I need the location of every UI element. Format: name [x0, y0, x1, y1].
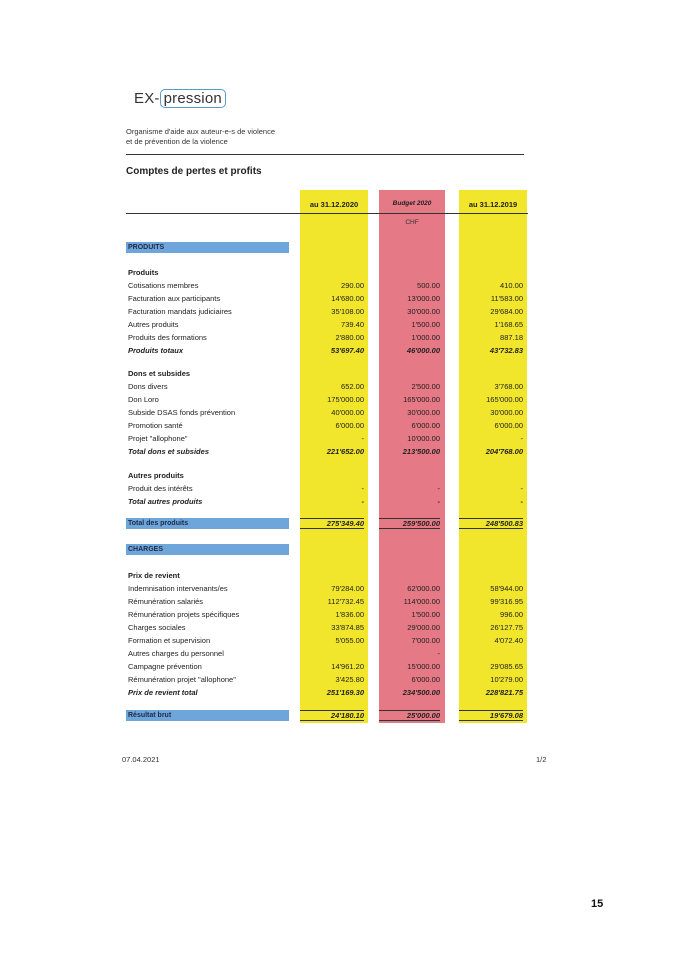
value-2019: - — [520, 497, 523, 506]
row-label: Promotion santé — [128, 421, 183, 430]
value-2019: - — [520, 484, 523, 493]
column-header-2019: au 31.12.2019 — [468, 200, 518, 209]
row-label: Don Loro — [128, 395, 159, 404]
row-label: Formation et supervision — [128, 636, 211, 645]
value-2020: 112'732.45 — [327, 597, 364, 606]
column-header-budget-2020: Budget 2020 — [392, 200, 432, 207]
table-row — [0, 294, 684, 306]
value-2019: 30'000.00 — [490, 408, 523, 417]
value-2019: 165'000.00 — [486, 395, 523, 404]
section-bar-total-produits: Total des produits — [126, 518, 289, 529]
row-label: Dons et subsides — [128, 369, 191, 378]
value-budget-2020: 234'500.00 — [402, 688, 440, 697]
table-row — [0, 623, 684, 635]
value-2019: 1'168.65 — [494, 320, 523, 329]
value-2020: 175'000.00 — [327, 395, 364, 404]
value-2020: 5'055.00 — [335, 636, 364, 645]
row-label: Cotisations membres — [128, 281, 199, 290]
value-2020: 251'169.30 — [326, 688, 364, 697]
value-2020: 739.40 — [341, 320, 364, 329]
header-divider — [126, 154, 524, 155]
value-2020: 290.00 — [341, 281, 364, 290]
value-2020: 221'652.00 — [326, 447, 364, 456]
row-label: Facturation mandats judiciaires — [128, 307, 232, 316]
value-budget-2020: 6'000.00 — [411, 675, 440, 684]
value-2020: 14'961.20 — [331, 662, 364, 671]
value-budget-2020: 114'000.00 — [403, 597, 440, 606]
total-row — [0, 447, 684, 459]
footer-page-indicator: 1/2 — [536, 755, 547, 764]
total-produits-2019: 248'500.83 — [459, 518, 523, 529]
value-2019: 58'944.00 — [490, 584, 523, 593]
value-budget-2020: 30'000.00 — [407, 307, 440, 316]
table-header-rule — [126, 213, 528, 214]
value-2020: 6'000.00 — [335, 421, 364, 430]
resultat-brut-2020: 24'180.10 — [300, 710, 364, 721]
row-label: Autres produits — [128, 471, 184, 480]
row-label: Rémunération salariés — [128, 597, 204, 606]
value-budget-2020: 10'000.00 — [407, 434, 440, 443]
section-bar-charges: CHARGES — [126, 544, 289, 555]
value-budget-2020: 165'000.00 — [403, 395, 440, 404]
resultat-brut-budget-2020: 25'000.00 — [379, 710, 440, 721]
section-heading — [0, 268, 684, 280]
table-row — [0, 662, 684, 674]
resultat-brut-values — [0, 710, 684, 722]
currency-label: CHF — [405, 219, 419, 226]
organization-subtitle — [126, 127, 275, 147]
value-budget-2020: 2'500.00 — [411, 382, 440, 391]
value-budget-2020: 15'000.00 — [407, 662, 440, 671]
value-2020: - — [361, 497, 364, 506]
table-row — [0, 597, 684, 609]
value-2020: - — [361, 484, 364, 493]
value-2019: 410.00 — [500, 281, 523, 290]
row-label: Dons divers — [128, 382, 168, 391]
value-2019: 29'085.65 — [490, 662, 523, 671]
table-row — [0, 320, 684, 332]
value-2020: 53'697.40 — [330, 346, 364, 355]
section-bar-produits: PRODUITS — [126, 242, 289, 253]
value-2019: 11'583.00 — [490, 294, 523, 303]
table-row — [0, 649, 684, 661]
value-budget-2020: 213'500.00 — [402, 447, 440, 456]
value-2019: 99'316.95 — [490, 597, 523, 606]
table-row — [0, 584, 684, 596]
row-label: Total dons et subsides — [128, 447, 209, 456]
subtitle-line-1: Organisme d'aide aux auteur-e-s de violence — [126, 127, 276, 136]
row-label: Produit des intérêts — [128, 484, 193, 493]
value-2020: 33'874.85 — [331, 623, 364, 632]
value-2020: 79'284.00 — [331, 584, 364, 593]
row-label: Prix de revient — [128, 571, 180, 580]
value-2019: 204'768.00 — [485, 447, 523, 456]
value-2019: 43'732.83 — [489, 346, 523, 355]
total-produits-budget-2020: 259'500.00 — [379, 518, 440, 529]
table-row — [0, 484, 684, 496]
value-budget-2020: 1'500.00 — [411, 320, 440, 329]
organization-logo — [134, 90, 226, 107]
value-2019: 4'072.40 — [494, 636, 523, 645]
total-row — [0, 688, 684, 700]
section-heading — [0, 571, 684, 583]
value-2020: 652.00 — [341, 382, 364, 391]
table-row — [0, 333, 684, 345]
subtitle-line-2: et de prévention de la violence — [126, 137, 228, 146]
table-row — [0, 434, 684, 446]
value-2020: 14'680.00 — [331, 294, 364, 303]
value-2020: 40'000.00 — [331, 408, 364, 417]
value-budget-2020: - — [437, 484, 440, 493]
value-2020: 2'880.00 — [335, 333, 364, 342]
value-budget-2020: 30'000.00 — [407, 408, 440, 417]
value-2020: - — [361, 434, 364, 443]
value-budget-2020: 62'000.00 — [407, 584, 440, 593]
table-row — [0, 610, 684, 622]
value-budget-2020: 1'000.00 — [411, 333, 440, 342]
total-row — [0, 497, 684, 509]
row-label: Total autres produits — [128, 497, 203, 506]
table-row — [0, 421, 684, 433]
logo-text-boxed: pression — [160, 89, 226, 108]
table-row — [0, 382, 684, 394]
value-2019: 3'768.00 — [494, 382, 523, 391]
row-label: Produits — [128, 268, 159, 277]
value-budget-2020: - — [437, 497, 440, 506]
value-2020: 1'836.00 — [335, 610, 364, 619]
row-label: Facturation aux participants — [128, 294, 221, 303]
section-heading — [0, 369, 684, 381]
value-2019: 26'127.75 — [490, 623, 523, 632]
value-budget-2020: 29'000.00 — [407, 623, 440, 632]
total-produits-values — [0, 518, 684, 530]
column-header-2020: au 31.12.2020 — [309, 200, 359, 209]
footer-date: 07.04.2021 — [122, 755, 160, 764]
value-budget-2020: 6'000.00 — [411, 421, 440, 430]
value-budget-2020: 7'000.00 — [411, 636, 440, 645]
value-budget-2020: 1'500.00 — [411, 610, 440, 619]
value-2019: 996.00 — [500, 610, 523, 619]
value-budget-2020: 46'000.00 — [406, 346, 440, 355]
value-2019: 228'821.75 — [485, 688, 523, 697]
value-2020: 3'425.80 — [335, 675, 364, 684]
row-label: Autres charges du personnel — [128, 649, 224, 658]
section-heading — [0, 471, 684, 483]
value-2020: 35'108.00 — [331, 307, 364, 316]
row-label: Rémunération projet "allophone" — [128, 675, 236, 684]
table-row — [0, 281, 684, 293]
row-label: Charges sociales — [128, 623, 186, 632]
section-bar-resultat-brut: Résultat brut — [126, 710, 289, 721]
value-budget-2020: 13'000.00 — [407, 294, 440, 303]
value-2019: 887.18 — [500, 333, 523, 342]
row-label: Prix de revient total — [128, 688, 198, 697]
logo-text-prefix: EX- — [134, 90, 160, 107]
row-label: Indemnisation intervenants/es — [128, 584, 228, 593]
value-budget-2020: 500.00 — [417, 281, 440, 290]
row-label: Subside DSAS fonds prévention — [128, 408, 236, 417]
table-row — [0, 307, 684, 319]
table-row — [0, 636, 684, 648]
value-budget-2020: - — [437, 649, 440, 658]
row-label: Autres produits — [128, 320, 179, 329]
value-2019: - — [520, 434, 523, 443]
table-row — [0, 675, 684, 687]
value-2019: 6'000.00 — [494, 421, 523, 430]
total-row — [0, 346, 684, 358]
page-number: 15 — [591, 898, 604, 910]
value-2019: 29'684.00 — [490, 307, 523, 316]
row-label: Produits totaux — [128, 346, 184, 355]
row-label: Produits des formations — [128, 333, 207, 342]
resultat-brut-2019: 19'679.08 — [459, 710, 523, 721]
row-label: Rémunération projets spécifiques — [128, 610, 240, 619]
row-label: Campagne prévention — [128, 662, 202, 671]
table-row — [0, 408, 684, 420]
total-produits-2020: 275'349.40 — [300, 518, 364, 529]
document-title: Comptes de pertes et profits — [126, 166, 262, 177]
value-2019: 10'279.00 — [490, 675, 523, 684]
row-label: Projet "allophone" — [128, 434, 188, 443]
table-row — [0, 395, 684, 407]
